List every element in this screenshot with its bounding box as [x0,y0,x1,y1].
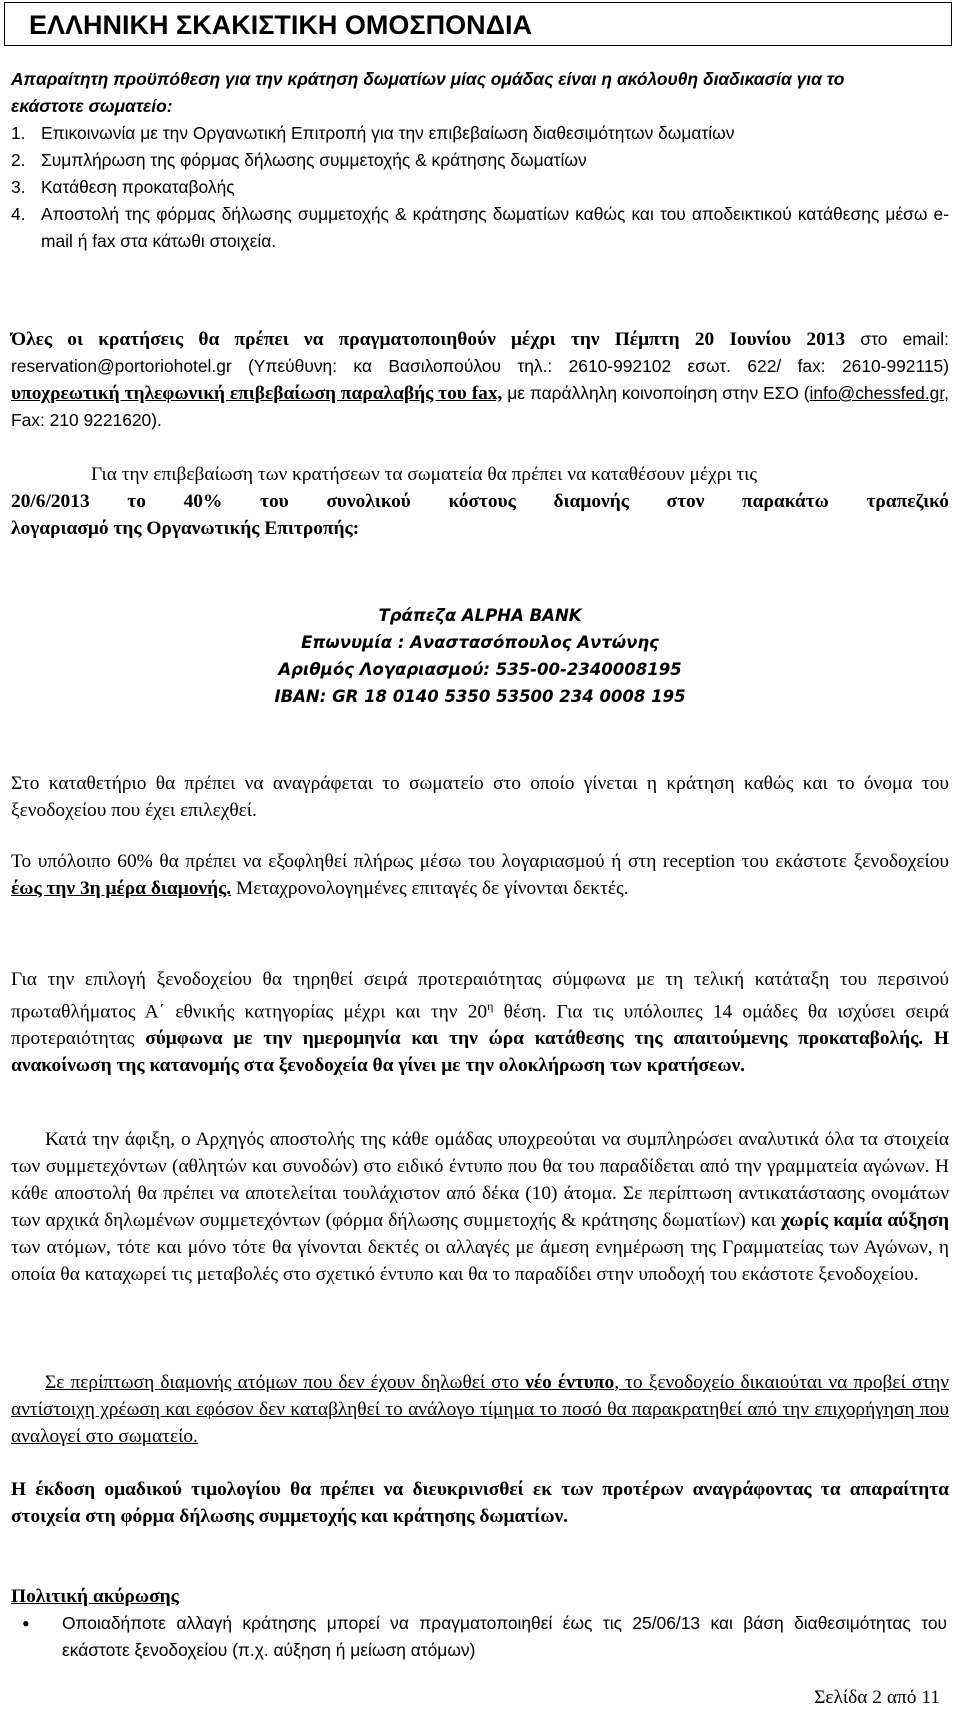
undeclared-paragraph [11,1369,949,1450]
deposit-lead: Για την επιβεβαίωση των κρατήσεων τα σωματεία θα πρέπει να καταθέσουν μέχρι τις [91,464,758,485]
deposit-bold-tail: λογαριασμό της Οργανωτικής Επιτροπής: [11,518,360,539]
federation-email-link[interactable]: info@chessfed.gr [809,383,945,403]
fax-confirmation: υποχρεωτική τηλεφωνική επιβεβαίωση παραλαβής του fax, [11,383,503,404]
deposit-bold-line: 20/6/2013 το 40% του συνολικού κόστους διαμονής στον παρακάτω τραπεζικό [11,491,949,512]
cancellation-item [22,1610,947,1664]
deposit-paragraph [11,461,949,542]
account-number: Αριθμός Λογαριασμού: 535-00-2340008195 [278,660,682,679]
item-text: Συμπλήρωση της φόρμας δήλωσης συμμετοχής & κράτησης δωματίων [41,150,587,170]
iban: IBAN: GR 18 0140 5350 53500 234 0008 195 [274,687,686,706]
item-text: Κατάθεση προκαταβολής [41,177,235,197]
requirement-item [11,147,949,174]
item-text: Αποστολή της φόρμας δήλωσης συμμετοχής & κράτησης δωματίων καθώς και του αποδεικτικού κατάθεσης μέσω e-mail ή fax στα κάτωθι στοιχεία. [41,204,949,251]
requirement-item [11,120,949,147]
requirement-item [11,201,949,255]
balance-paragraph [11,848,949,902]
requirements-section [11,66,949,255]
priority-text: Για την επιλογή ξενοδοχείου θα τηρηθεί σειρά προτεραιότητας σύμφωνα με τη τελική κατάταξη του περσινού πρωταθλήματος Α΄ εθνικής κατηγορίας μέχρι και την 20 [11,969,949,1023]
receipt-note: Στο καταθετήριο θα πρέπει να αναγράφεται το σωματείο στο οποίο γίνεται η κράτηση καθώς και το όνομα του ξενοδοχείου που έχει επιλεχθεί. [11,773,949,821]
deadline-paragraph [11,326,949,434]
priority-bold: σύμφωνα με την ημερομηνία και την ώρα κατάθεσης της απαιτούμενης προκαταβολής. Η ανακοίνωση της κατανομής στα ξενοδοχεία θα γίνει με την ολοκλήρωση των κρατήσεων. [11,1028,949,1077]
balance-deadline: έως την 3η μέρα διαμονής. [11,878,232,899]
ordinal-superscript: η [487,999,494,1013]
item-text: Επικοινωνία με την Οργανωτική Επιτροπή για την επιβεβαίωση διαθεσιμότητων δωματίων [41,123,735,143]
page-number: Σελίδα 2 από 11 [814,1687,940,1708]
item-number: 2. [11,150,26,170]
no-increase: χωρίς καμία αύξηση [781,1210,949,1231]
bank-name: Τράπεζα ALPHA BANK [378,606,582,625]
cheques-note: Μεταχρονολογημένες επιταγές δε γίνονται δεκτές. [231,878,629,899]
priority-paragraph [11,966,949,1079]
requirement-item [11,174,949,201]
cancellation-heading: Πολιτική ακύρωσης [11,1586,179,1607]
priority-text-2: θέση. Για τις υπόλοιπες 14 ομάδες θα ισχύσει σειρά προτεραιότητας [11,1001,949,1050]
account-holder: Επωνυμία : Αναστασόπουλος Αντώνης [301,633,659,652]
new-form: νέο έντυπο [525,1372,615,1393]
invoice-paragraph: Η έκδοση ομαδικού τιμολογίου θα πρέπει να διευκρινισθεί εκ των προτέρων αναγράφοντας τα απαραίτητα στοιχεία στη φόρμα δήλωσης συμμετοχής και κράτησης δωματίων. [11,1479,949,1527]
federation-title: ΕΛΛΗΝΙΚΗ ΣΚΑΚΙΣΤΙΚΗ ΟΜΟΣΠΟΝΔΙΑ [4,2,952,46]
item-number: 3. [11,177,26,197]
requirements-intro: Απαραίτητη προϋπόθεση για την κράτηση δωματίων μίας ομάδας είναι η ακόλουθη διαδικασία για το εκάστοτε σωματείο: [11,69,845,116]
arrival-text-2: των ατόμων, τότε και μόνο τότε θα γίνονται δεκτές οι αλλαγές με άμεση ενημέρωση της Γραμματείας των Αγώνων, η οποία θα καταχωρεί τις μεταβολές στο σχετικό έντυπο και θα το παραδίδει στην υποδοχή του εκάστοτε ξενοδοχείου. [11,1237,949,1285]
arrival-paragraph [11,1126,949,1288]
deadline-bold: Όλες οι κρατήσεις θα πρέπει να πραγματοποιηθούν μέχρι την Πέμπτη 20 Ιουνίου 2013 [11,329,846,350]
item-number: 1. [11,123,26,143]
cancellation-text: Οποιαδήποτε αλλαγή κράτησης μπορεί να πραγματοποιηθεί έως τις 25/06/13 και βάση διαθεσιμότητας του εκάστοτε ξενοδοχείου (π.χ. αύξηση ή μείωση ατόμων) [62,1613,947,1660]
bullet-icon: • [22,1611,30,1636]
item-number: 4. [11,204,26,224]
undeclared-text-2: , το ξενοδοχείο δικαιούται να προβεί στην αντίστοιχη χρέωση και εφόσον δεν καταβληθεί το ανάλογο τίμημα το ποσό θα παρακρατηθεί από την επιχορήγηση που αναλογεί στο σωματείο. [11,1372,949,1447]
balance-text: Το υπόλοιπο 60% θα πρέπει να εξοφληθεί πλήρως μέσω του λογαριασμού ή στη reception του εκάστοτε ξενοδοχείου [11,851,949,872]
notify-text: με παράλληλη κοινοποίηση στην ΕΣΟ ( [502,383,810,403]
arrival-text: Κατά την άφιξη, ο Αρχηγός αποστολής της κάθε ομάδας υποχρεούται να συμπληρώσει αναλυτικά όλα τα στοιχεία των συμμετεχόντων (αθλητών και συνοδών) στο ειδικό έντυπο που θα του παραδίδεται από την γραμματεία αγώνων. Η κάθε αποστολή θα πρέπει να αποτελείται τουλάχιστον από δέκα (10) άτομα. Σε περίπτωση αντικατάστασης ονομάτων των αρχικά δηλωμένων συμμετεχόντων (φόρμα δήλωσης συμμετοχής & κράτησης δωματίων) και [11,1129,949,1231]
undeclared-text: Σε περίπτωση διαμονής ατόμων που δεν έχουν δηλωθεί στο [45,1372,526,1393]
federation-fax: , Fax: 210 9221620). [11,383,949,430]
deadline-contact: στο email: reservation@portoriohotel.gr (Υπεύθυνη: κα Βασιλοπούλου τηλ.: 2610-992102 εσωτ. 622/ fax: 2610-992115) [11,329,949,376]
